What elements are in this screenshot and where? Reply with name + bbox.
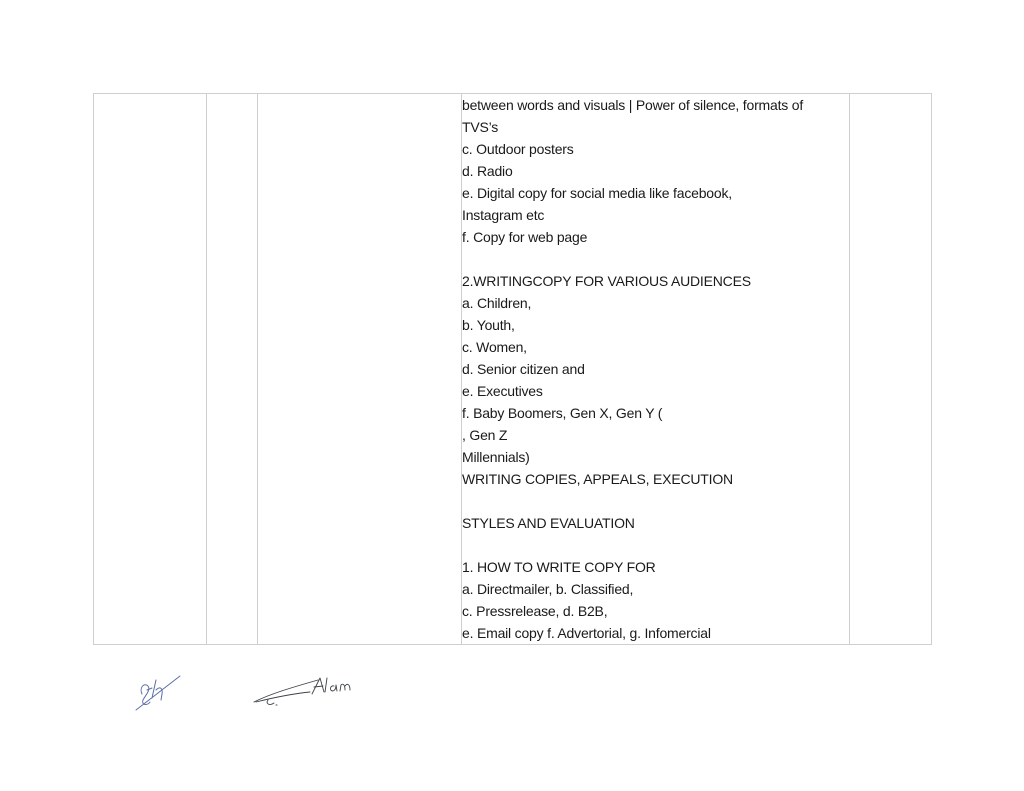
content-line: d. Senior citizen and [462, 361, 585, 377]
signature-1-image [130, 668, 186, 716]
table-cell-title [258, 94, 462, 645]
content-line: f. Baby Boomers, Gen X, Gen Y ( [462, 405, 663, 421]
content-line-blank [462, 248, 849, 270]
content-line: a. Children, [462, 295, 532, 311]
table-cell-unit [207, 94, 258, 645]
table-cell-remarks [850, 94, 932, 645]
content-line: f. Copy for web page [462, 229, 588, 245]
content-line: TVS’s [462, 119, 499, 135]
content-line: between words and visuals | Power of silence, formats of [462, 97, 804, 113]
signature-2-image [250, 672, 360, 708]
table-cell-content [462, 94, 850, 645]
content-line: , Gen Z [462, 427, 508, 443]
content-line-blank [462, 534, 849, 556]
content-line: WRITING COPIES, APPEALS, EXECUTION [462, 471, 733, 487]
content-line: c. Outdoor posters [462, 141, 574, 157]
content-line: Millennials) [462, 449, 530, 465]
content-line: c. Pressrelease, d. B2B, [462, 603, 608, 619]
content-line: a. Directmailer, b. Classified, [462, 581, 634, 597]
content-line: e. Executives [462, 383, 543, 399]
content-line-blank [462, 490, 849, 512]
content-line: STYLES AND EVALUATION [462, 515, 635, 531]
content-line: b. Youth, [462, 317, 515, 333]
content-line: e. Digital copy for social media like facebook, [462, 185, 732, 201]
syllabus-table [93, 93, 932, 645]
content-line: e. Email copy f. Advertorial, g. Infomercial [462, 625, 711, 641]
content-line: Instagram etc [462, 207, 545, 223]
content-line: d. Radio [462, 163, 513, 179]
table-row [94, 94, 932, 645]
table-cell-sno [94, 94, 207, 645]
content-line: c. Women, [462, 339, 527, 355]
content-line: 1. HOW TO WRITE COPY FOR [462, 559, 656, 575]
content-line: 2.WRITINGCOPY FOR VARIOUS AUDIENCES [462, 273, 751, 289]
